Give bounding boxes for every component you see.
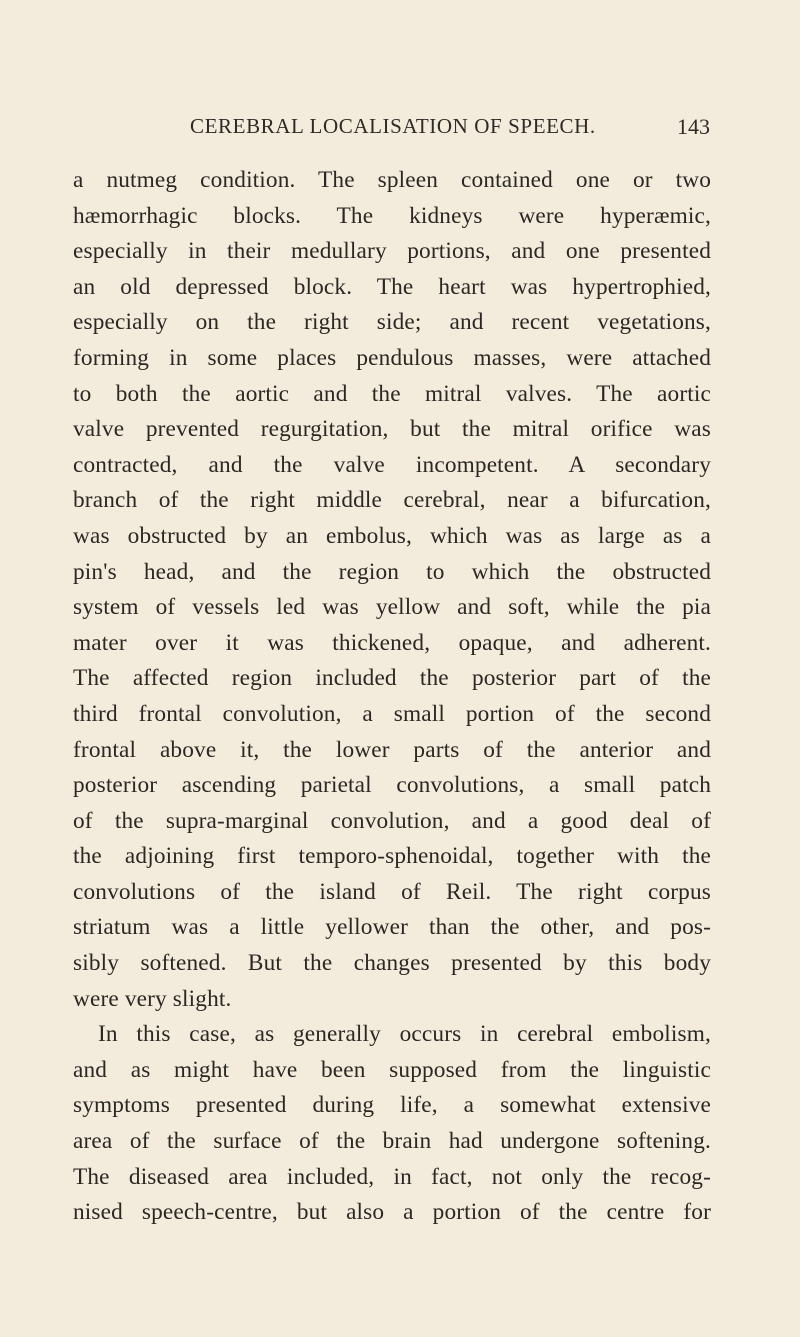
text-line: and as might have been supposed from the linguistic — [73, 1056, 711, 1083]
text-line: to both the aortic and the mitral valves. The aortic — [73, 380, 711, 407]
text-line: was obstructed by an embolus, which was as large as a — [73, 522, 711, 549]
text-line: forming in some places pendulous masses, were attached — [73, 344, 711, 371]
text-line: third frontal convolution, a small portion of the second — [73, 700, 711, 727]
text-line: The diseased area included, in fact, not only the recog- — [73, 1163, 711, 1190]
text-line: mater over it was thickened, opaque, and adherent. — [73, 629, 711, 656]
paragraph-end-line: were very slight. — [73, 985, 232, 1012]
text-line: frontal above it, the lower parts of the anterior and — [73, 736, 711, 763]
text-line: of the supra-marginal convolution, and a good deal of — [73, 807, 711, 834]
text-line: nised speech-centre, but also a portion of the centre for — [73, 1199, 711, 1226]
text-line: hæmorrhagic blocks. The kidneys were hyperæmic, — [73, 202, 711, 229]
text-line: symptoms presented during life, a somewhat extensive — [73, 1092, 711, 1119]
body-text — [73, 163, 711, 1231]
text-line: The affected region included the posterior part of the — [73, 665, 711, 692]
text-line: system of vessels led was yellow and soft, while the pia — [73, 594, 711, 621]
text-line: branch of the right middle cerebral, near a bifurcation, — [73, 487, 711, 514]
text-line: pin's head, and the region to which the obstructed — [73, 558, 711, 585]
page-number: 143 — [677, 114, 710, 139]
text-line: area of the surface of the brain had undergone softening. — [73, 1128, 711, 1155]
text-line: an old depressed block. The heart was hypertrophied, — [73, 273, 711, 300]
text-line: posterior ascending parietal convolutions, a small patch — [73, 772, 711, 799]
paragraph-start-line: In this case, as generally occurs in cerebral embolism, — [98, 1021, 711, 1048]
page-header — [190, 114, 710, 144]
text-line: convolutions of the island of Reil. The right corpus — [73, 878, 711, 905]
text-line: a nutmeg condition. The spleen contained one or two — [73, 167, 711, 193]
text-line: the adjoining first temporo-sphenoidal, together with the — [73, 843, 711, 870]
running-title: CEREBRAL LOCALISATION OF SPEECH. — [190, 114, 596, 138]
text-line: valve prevented regurgitation, but the mitral orifice was — [73, 416, 711, 443]
text-line: especially on the right side; and recent vegetations, — [73, 309, 711, 336]
text-line: contracted, and the valve incompetent. A secondary — [73, 451, 711, 478]
text-line: especially in their medullary portions, and one presented — [73, 238, 711, 265]
text-line: striatum was a little yellower than the other, and pos- — [73, 914, 711, 941]
text-line: sibly softened. But the changes presented by this body — [73, 950, 711, 977]
